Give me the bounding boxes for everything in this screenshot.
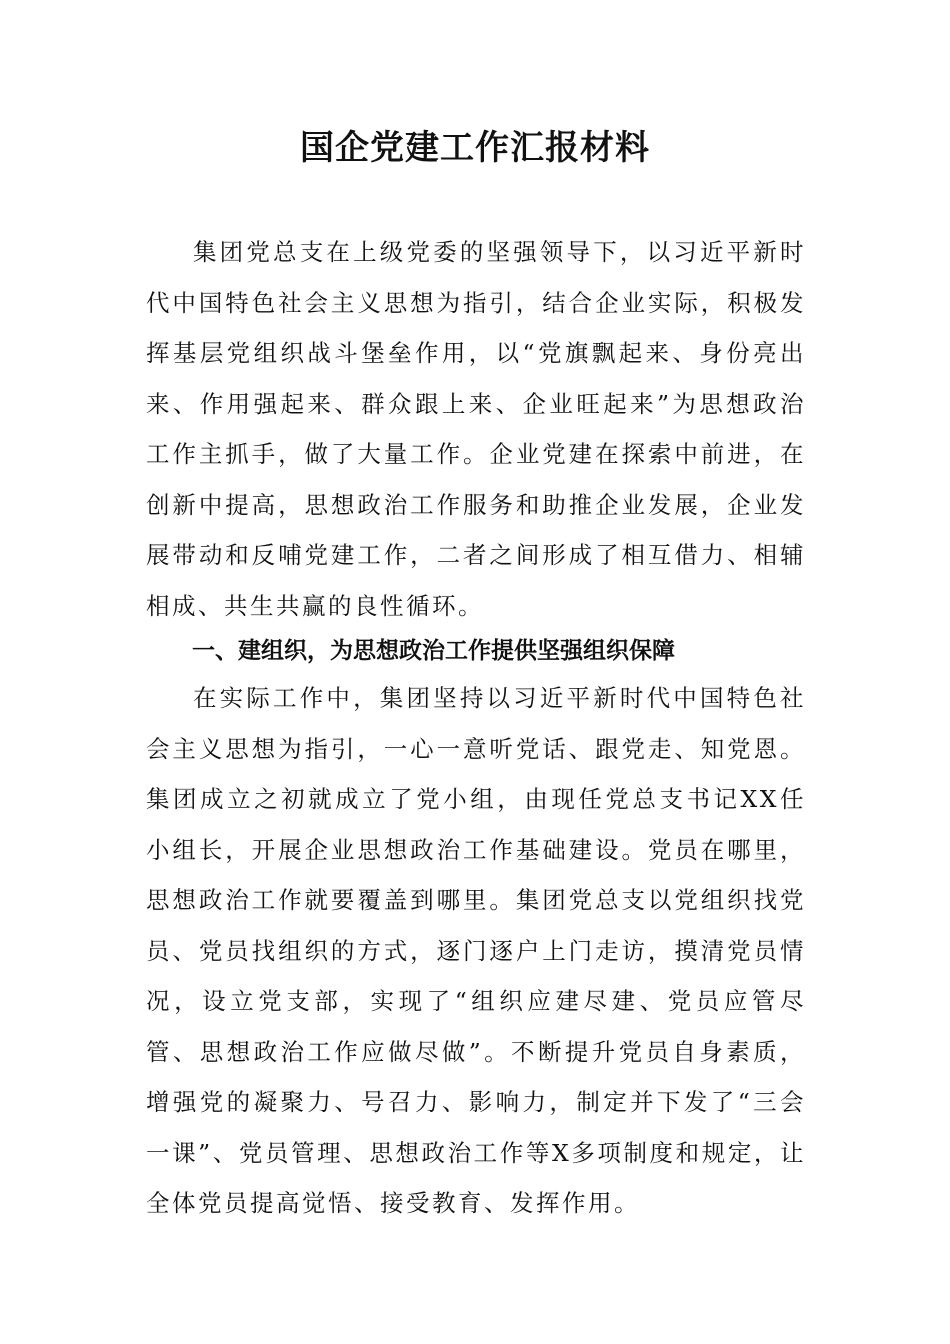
document-title: 国企党建工作汇报材料 <box>300 128 650 168</box>
section-heading-1: 一、建组织，为思想政治工作提供坚强组织保障 <box>192 638 675 664</box>
intro-paragraph: 集团党总支在上级党委的坚强领导下，以习近平新时代中国特色社会主义思想为指引，结合企业实际，积极发挥基层党组织战斗堡垒作用，以“党旗飘起来、身份亮出来、作用强起来、群众跟上来、企业旺起来”为思想政治工作主抓手，做了大量工作。企业党建在探索中前进，在创新中提高，思想政治工作服务和助推企业发展，企业发展带动和反哺党建工作，二者之间形成了相互借力、相辅相成、共生共赢的良性循环。 <box>146 238 806 620</box>
section-paragraph-1: 在实际工作中，集团坚持以习近平新时代中国特色社会主义思想为指引，一心一意听党话、跟党走、知党恩。集团成立之初就成立了党小组，由现任党总支书记XX任小组长，开展企业思想政治工作基础建设。党员在哪里，思想政治工作就要覆盖到哪里。集团党总支以党组织找党员、党员找组织的方式，逐门逐户上门走访，摸清党员情况，设立党支部，实现了“组织应建尽建、党员应管尽管、思想政治工作应做尽做”。不断提升党员自身素质，增强党的凝聚力、号召力、影响力，制定并下发了“三会一课”、党员管理、思想政治工作等X多项制度和规定，让全体党员提高觉悟、接受教育、发挥作用。 <box>146 684 806 1217</box>
